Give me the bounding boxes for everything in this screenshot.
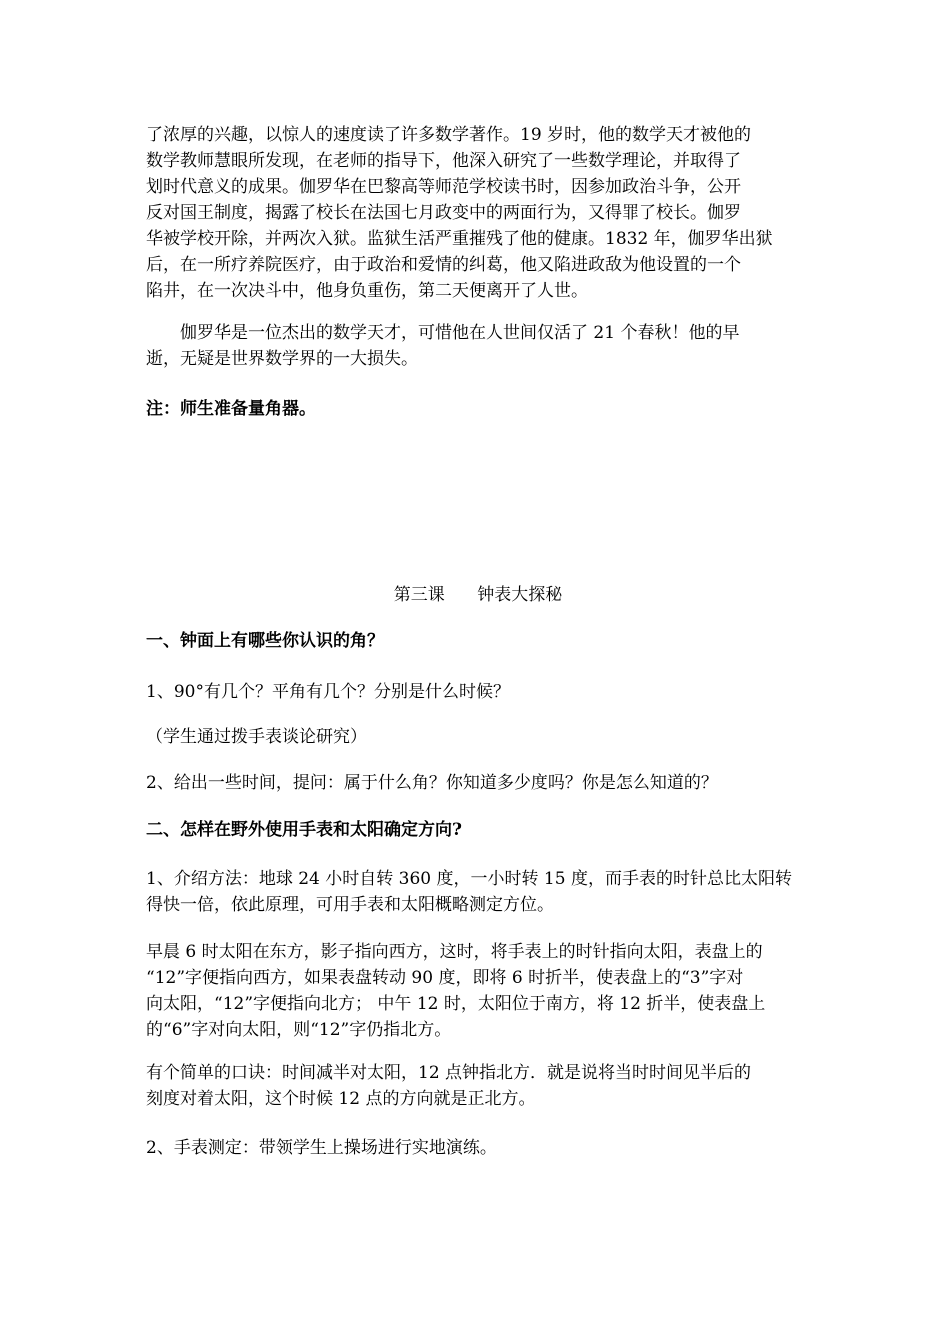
paragraph-line: 早晨 6 时太阳在东方，影子指向西方，这时，将手表上的时针指向太阳，表盘上的 bbox=[146, 942, 763, 962]
section-one-remark: （学生通过拨手表谈论研究） bbox=[146, 727, 367, 747]
method-paragraph bbox=[146, 866, 810, 918]
paragraph-line: “12”字便指向西方，如果表盘转动 90 度，即将 6 时折半，使表盘上的“3”字对 bbox=[146, 968, 744, 988]
paragraph-line: 了浓厚的兴趣，以惊人的速度读了许多数学著作。19 岁时，他的数学天才被他的 bbox=[146, 125, 752, 145]
lesson-title: 第三课 钟表大探秘 bbox=[393, 585, 563, 605]
section-one-item-1: 1、90°有几个？平角有几个？分别是什么时候？ bbox=[146, 682, 510, 702]
practice-item: 2、手表测定：带领学生上操场进行实地演练。 bbox=[146, 1138, 497, 1158]
paragraph-line: 反对国王制度，揭露了校长在法国七月政变中的两面行为，又得罪了校长。伽罗 bbox=[146, 203, 741, 223]
rhyme-paragraph bbox=[146, 1060, 810, 1112]
section-two-heading: 二、怎样在野外使用手表和太阳确定方向? bbox=[146, 820, 462, 840]
morning-paragraph bbox=[146, 939, 810, 1043]
paragraph-line: 向太阳，“12”字便指向北方； 中午 12 时，太阳位于南方，将 12 折半，使表盘上 bbox=[146, 994, 766, 1014]
conclusion-paragraph bbox=[146, 320, 810, 372]
paragraph-line: 刻度对着太阳，这个时候 12 点的方向就是正北方。 bbox=[146, 1089, 536, 1109]
paragraph-line: 华被学校开除，并两次入狱。监狱生活严重摧残了他的健康。1832 年，伽罗华出狱 bbox=[146, 229, 773, 249]
paragraph-line: 的“6”字对向太阳，则“12”字仍指北方。 bbox=[146, 1020, 452, 1040]
paragraph-line: 有个简单的口诀：时间减半对太阳，12 点钟指北方．就是说将当时时间见半后的 bbox=[146, 1063, 752, 1083]
paragraph-line: 得快一倍，依此原理，可用手表和太阳概略测定方位。 bbox=[146, 895, 554, 915]
intro-paragraph bbox=[146, 122, 810, 304]
paragraph-line: 逝，无疑是世界数学界的一大损失。 bbox=[146, 349, 418, 369]
paragraph-line: 陷井，在一次决斗中，他身负重伤，第二天便离开了人世。 bbox=[146, 281, 588, 301]
paragraph-line: 后，在一所疗养院医疗，由于政治和爱情的纠葛，他又陷进政敌为他设置的一个 bbox=[146, 255, 741, 275]
paragraph-line: 伽罗华是一位杰出的数学天才，可惜他在人世间仅活了 21 个春秋！他的早 bbox=[180, 323, 740, 343]
section-one-heading: 一、钟面上有哪些你认识的角？ bbox=[146, 631, 384, 651]
section-one-item-2: 2、给出一些时间，提问：属于什么角？你知道多少度吗？你是怎么知道的？ bbox=[146, 773, 718, 793]
paragraph-line: 数学教师慧眼所发现，在老师的指导下，他深入研究了一些数学理论，并取得了 bbox=[146, 151, 741, 171]
paragraph-line: 划时代意义的成果。伽罗华在巴黎高等师范学校读书时，因参加政治斗争，公开 bbox=[146, 177, 741, 197]
paragraph-line: 1、介绍方法：地球 24 小时自转 360 度，一小时转 15 度，而手表的时针总比太阳转 bbox=[146, 869, 792, 889]
note: 注：师生准备量角器。 bbox=[146, 399, 316, 419]
